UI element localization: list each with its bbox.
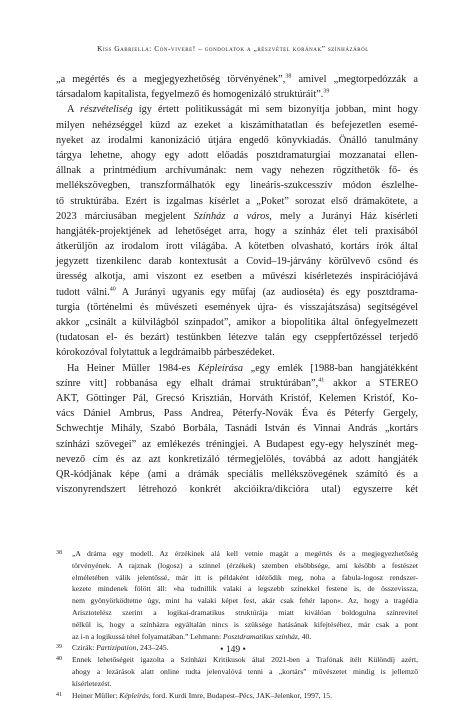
footnote-line: az i-n a logikussá tétel folyamatában.” Lehmann: Posztdramatikus színház, 40. [72, 631, 312, 641]
body-line: AKT, Göttinger Pál, Grecsó Krisztián, Horváth Kristóf, Kelemen Kristóf, Ko- [56, 392, 418, 404]
footnote-line: elméletében válik jelentőssé, már itt is példaként idéződik meg, noha a fabula-logosz rendszer- [72, 572, 418, 582]
footnote-line: kísérletezést. [72, 678, 112, 688]
footnote-line: törvényének. A rajznak (logosz) a színnel (érzékek) szemben elsőbbsége, ami később a festészet [72, 560, 418, 570]
body-line: mellékszövegben, transzformálhatók egy lineáris-szukcesszív módon észlelhe- [56, 180, 418, 192]
body-line: Ha Heiner Müller 1984-es Képleírása „egy emlék [1988-ban hangjátékként [67, 362, 418, 374]
running-head: Kiss Gabriella: Con-vivere! – gondolatok a „részvétel korának” színházáról [97, 44, 369, 53]
body-line: jegyzett tizenkilenc darab kontextusát a Covid–19-járvány körülvevő csönd és [56, 256, 418, 268]
body-line: QR-kódjának képe (ami a drámák speciális mellékszövegének számító és a [56, 468, 418, 480]
body-line: A részvételiség így értett politikusságát mi sem bizonyítja jobban, mint hogy [67, 104, 418, 116]
body-line: „a megértés és a megjegyezhetőség törvényének”,$^{38}$ amivel „megtorpedózzák a [56, 73, 418, 85]
body-line: nyeket az irodalmi kanonizáció útjára engedő könyvkiadás. Önálló tanulmány [56, 134, 418, 146]
footnote-line: 41 Heiner Müller: Képleírás, ford. Kurdi Imre, Budapest–Pécs, JAK–Jelenkor, 1997, 15. [56, 690, 332, 700]
footnote-line: Arisztotelész szerint a logikai-dramatikus struktúrája miatt kiválóan boldogulna színrevitel [72, 607, 418, 617]
body-line: Schwechtje Mihály, Szabó Borbála, Tasnádi István és Vinnai András „kortárs [56, 423, 418, 435]
footnote-number: 41 [56, 691, 62, 698]
body-line: kórokozóval folytattuk a legdrámaibb párbeszédeket. [56, 347, 275, 359]
footnote-line: 38 „A dráma egy modell. Az érzékinek alá kell vetnie magát a megértés és a megjegyezhetőség [56, 549, 418, 558]
footnote-line: nélkül is, hogy a színházra egyáltalán nincs is szüksége hatásának kifejtéséhez, már csak a pont [72, 619, 418, 629]
body-line: színházi szövegei” az emlékezés tréningjei. A Budapest egy-egy helyszínét meg- [56, 438, 418, 450]
footnote-number: 38 [56, 550, 62, 556]
body-line: tő struktúrába. Ezért is izgalmas kísérlet a „Poket” sorozat első drámakötete, a [56, 195, 418, 207]
body-text [56, 72, 418, 497]
body-line: vács Dániel Ambrus, Pass Andrea, Péterfy-Novák Éva és Péterfy Gergely, [56, 408, 418, 420]
body-line: üresség alkotja, ami viszont ez esetben a művészi kísérletezés inspirációjává [56, 271, 418, 283]
body-line: színre vitt] robbanása egy elhalt drámai struktúrában”,$^{41}$ akkor a STEREO [56, 377, 419, 389]
body-line: állnak a printmédium archívumának: nem vagy nehezen rögzíthetők fő- és [56, 165, 418, 177]
footnote-line: kezete mindenek fölött áll: »ha tudnillik valaki a legszebb színekkel festene is, de összevissza, [72, 584, 418, 594]
footnotes [56, 548, 418, 701]
body-line: 2023 márciusában megjelent Színház a város, mely a Jurányi Ház kísérleti [56, 210, 418, 222]
body-line: akkor „csinált a külvilágból színpadot”, amikor a biopolitika által önfegyelmezett [56, 317, 418, 328]
footnote-number: 40 [56, 656, 62, 663]
footnote-line: 39 Czirák: Partizipation, 243–245. [56, 643, 169, 653]
body-line: átkerüljön az irodalom írott világába. A kötetben olvasható, kortárs írók által [56, 241, 418, 253]
body-line: társadalom kapitalista, fegyelmező és homogenizáló struktúráit”.$^{39}$ [56, 88, 330, 101]
body-line: milyen nehézséggel küzd az ezeket a kiszámíthatatlan és befejezetlen esemé- [56, 119, 418, 131]
body-line: viszonyrendszert létrehozó konkrét akcióikra/dikcióra utal) egyszerre két [56, 484, 418, 496]
body-line: (tudatosan el- és bezárt) testünkben létezve talán egy cseppfertőzéssel terjedő [56, 332, 418, 344]
body-line: tudott válni.$^{40}$ A Jurányi ugyanis egy műfaj (az audioséta) és egy posztdrama- [56, 286, 418, 298]
page-number: • 149 • [220, 645, 246, 655]
footnote-line: nem gyönyörködtetne úgy, mint ha valaki képet fest, akár csak fehér lapon«. Az, hogy a tragédia [72, 596, 418, 606]
footnote-line: ahogy a lezárások alatt online tudta jelenvalóvá tenni a „kortárs” művészetet mindig is jellemző [72, 666, 418, 676]
footnote-number: 39 [56, 644, 62, 651]
footnote-line: 40 Ennek lehetőségeit igazolta a Színházi Kritikusok által 2021-ben a Trafónak ítélt Különdíj azért, [56, 655, 418, 665]
body-line: tárgya lehetne, ahogy egy adott előadás posztdramaturgiai mozzanatai ellen- [56, 149, 418, 161]
body-line: nevező cím és az azt konkretizáló térmegjelölés, továbbá az adott hangjáték [56, 453, 418, 465]
body-line: turgia (történelmi és művészeti események újra- és visszajátszása) segítségével [56, 301, 418, 313]
body-line: hangjáték-projektjének ad lehetőséget arra, hogy a színház élet teli praxisából [56, 225, 418, 237]
